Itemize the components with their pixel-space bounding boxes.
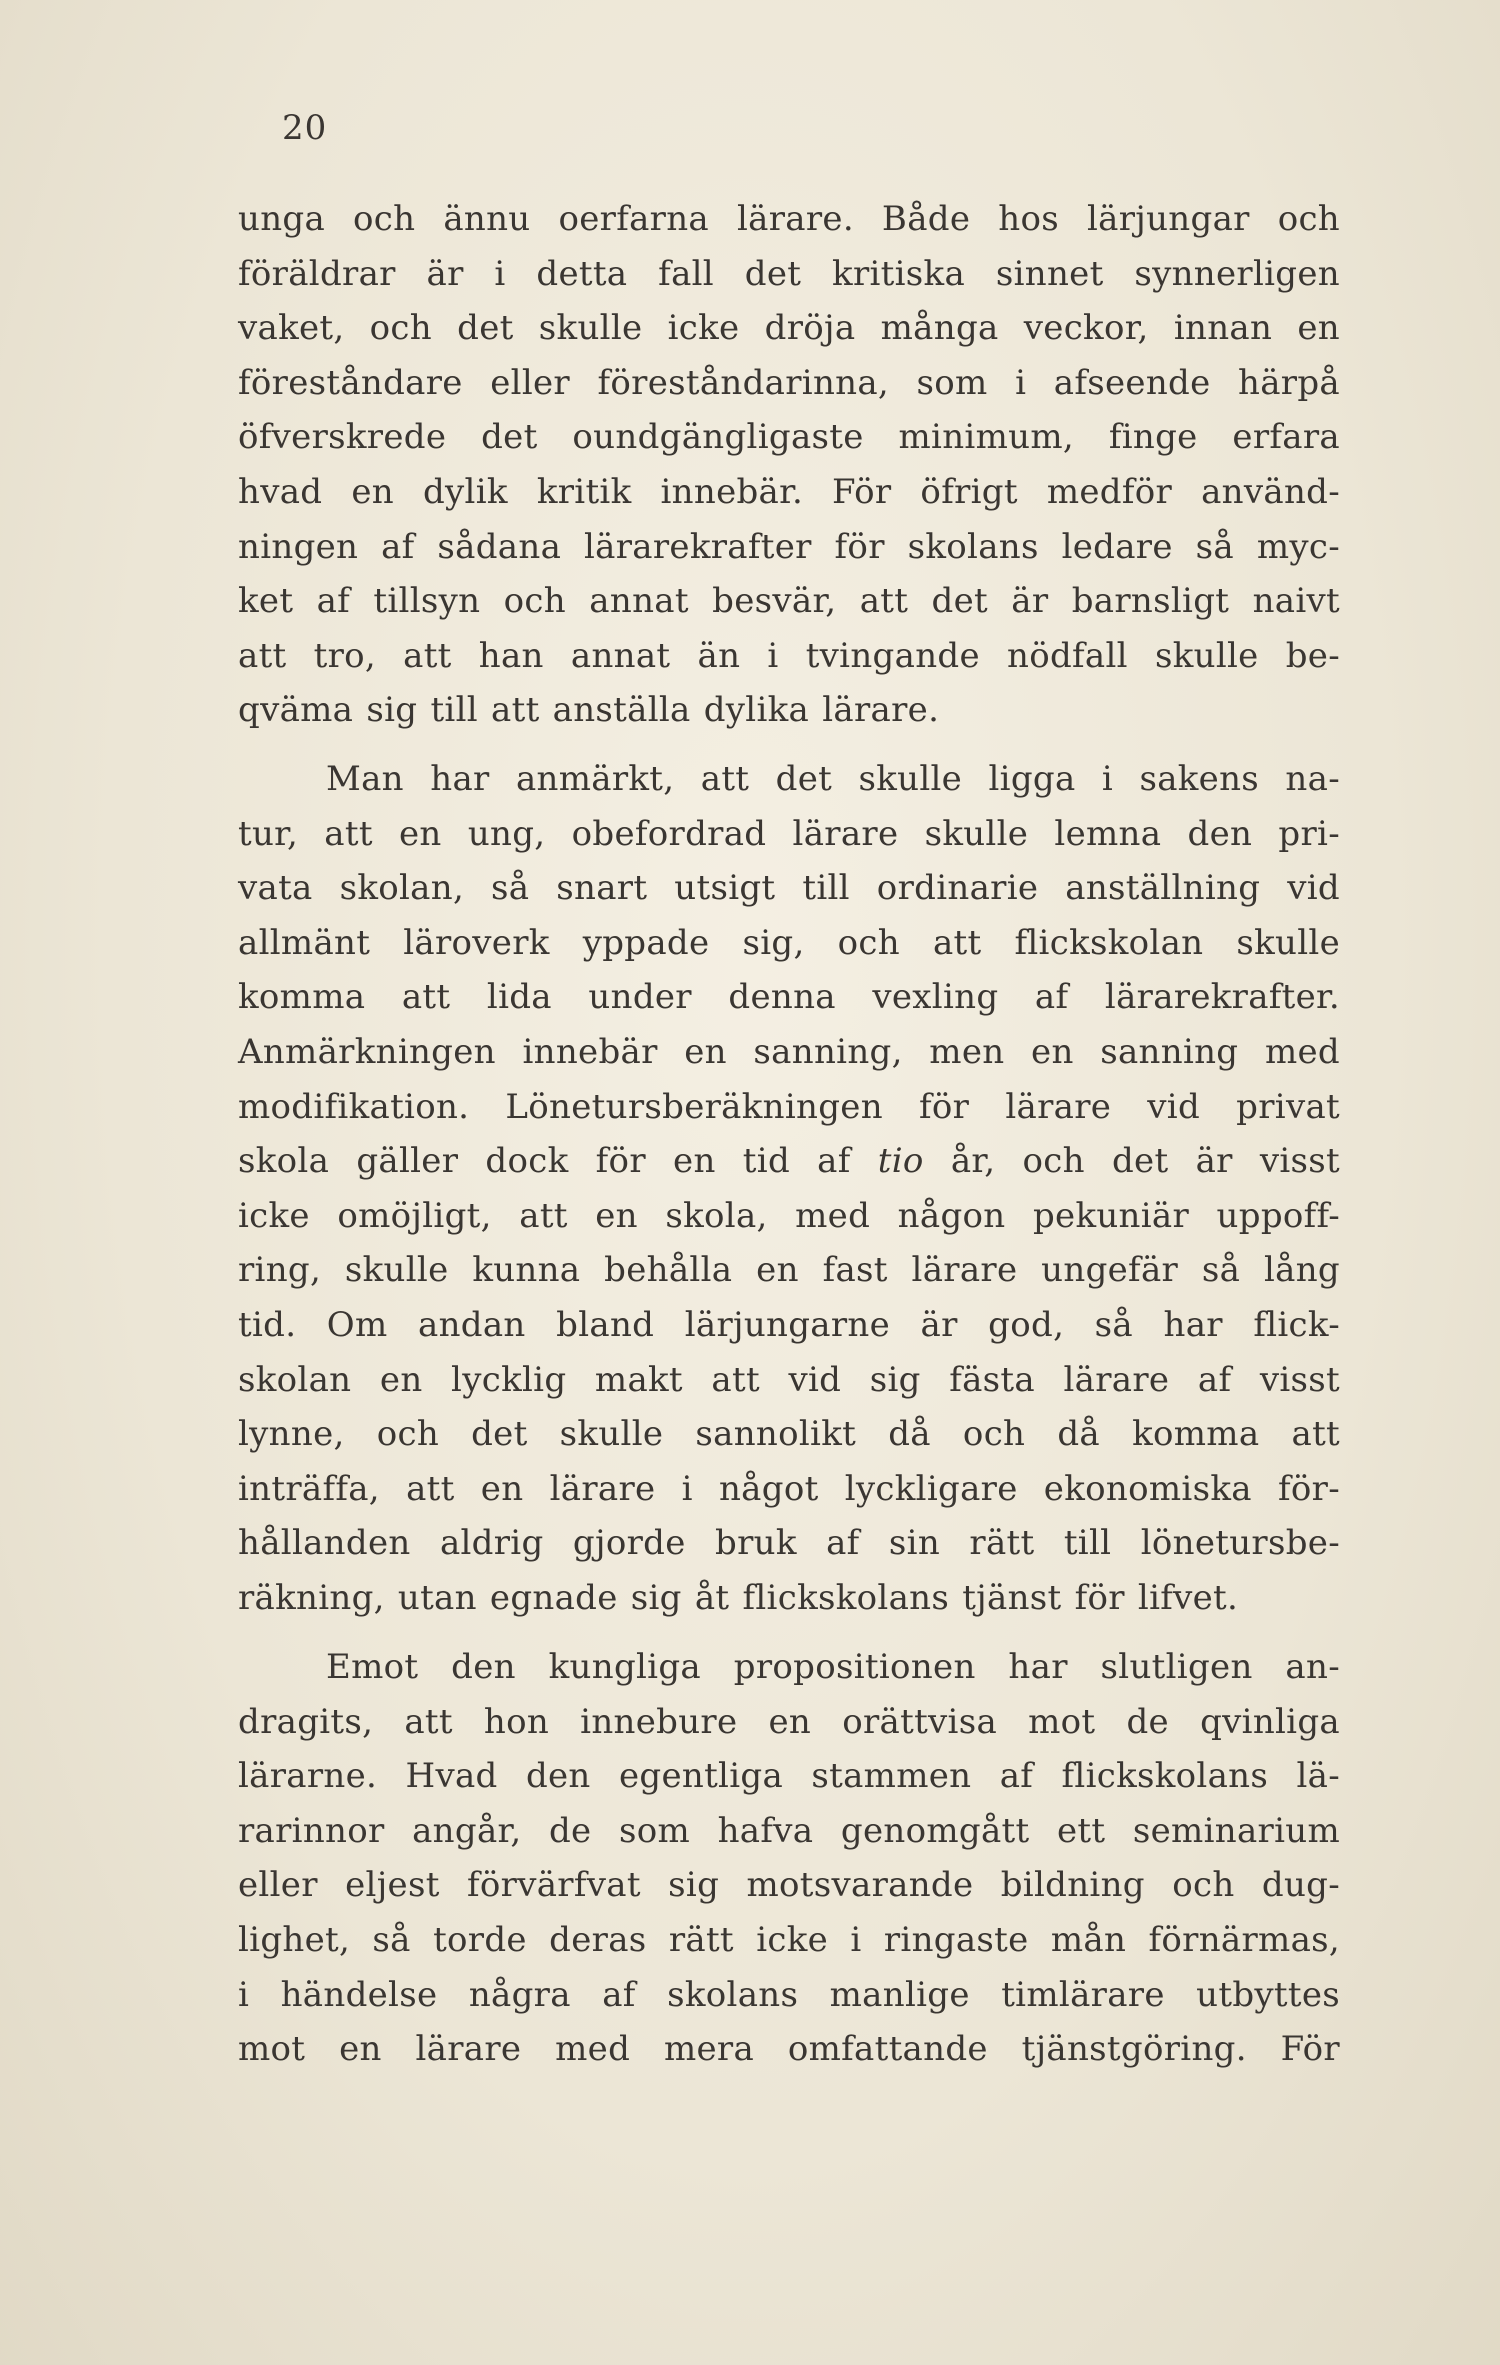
text-line: allmänt läroverk yppade sig, och att flickskolan skulle [238, 922, 1340, 963]
text-line: Emot den kungliga propositionen har slutligen an- [326, 1647, 1340, 1687]
text-line: mot en lärare med mera omfattande tjänstgöring. För [238, 2029, 1340, 2070]
text-segment: år, och det är visst [950, 1141, 1341, 1182]
text-line: eller eljest förvärfvat sig motsvarande bildning och dug- [238, 1865, 1340, 1906]
text-line: hvad en dylik kritik innebär. För öfrigt medför använd- [238, 471, 1340, 512]
text-line: komma att lida under denna vexling af lärarekrafter. [238, 977, 1340, 1018]
paragraph-1 [238, 192, 1340, 738]
text-line: icke omöjligt, att en skola, med någon pekuniär uppoff- [238, 1195, 1340, 1236]
text-line: lärarne. Hvad den egentliga stammen af flickskolans lä- [238, 1756, 1340, 1797]
text-line: unga och ännu oerfarna lärare. Både hos lärjungar och [238, 199, 1340, 239]
text-line: vaket, och det skulle icke dröja många veckor, innan en [238, 308, 1340, 349]
paragraph-2 [238, 752, 1340, 1626]
text-line: modifikation. Lönetursberäkningen för lärare vid privat [238, 1086, 1340, 1127]
italic-word: tio [877, 1141, 924, 1182]
text-line: i händelse några af skolans manlige timlärare utbyttes [238, 1974, 1340, 2015]
text-line: lighet, så torde deras rätt icke i ringaste mån förnärmas, [238, 1919, 1340, 1960]
text-line: ningen af sådana lärarekrafter för skolans ledare så myc- [238, 526, 1340, 567]
text-line: tur, att en ung, obefordrad lärare skulle lemna den pri- [238, 813, 1340, 854]
text-line: inträffa, att en lärare i något lyckligare ekonomiska för- [238, 1468, 1340, 1509]
text-line: Man har anmärkt, att det skulle ligga i sakens na- [326, 759, 1340, 799]
paragraph-3 [238, 1640, 1340, 2077]
text-line: öfverskrede det oundgängligaste minimum, finge erfara [238, 417, 1340, 458]
text-line: Anmärkningen innebär en sanning, men en sanning med [238, 1031, 1340, 1072]
text-line: vata skolan, så snart utsigt till ordinarie anställning vid [238, 868, 1340, 909]
text-line: skolan en lycklig makt att vid sig fästa lärare af visst [238, 1359, 1340, 1400]
text-line: föräldrar är i detta fall det kritiska sinnet synnerligen [238, 253, 1340, 294]
page-number: 20 [282, 108, 328, 148]
text-line: hållanden aldrig gjorde bruk af sin rätt till lönetursbe- [238, 1523, 1340, 1564]
text-line: rarinnor angår, de som hafva genomgått ett seminarium [238, 1810, 1340, 1851]
text-line: lynne, och det skulle sannolikt då och då komma att [238, 1414, 1340, 1455]
text-line: qväma sig till att anställa dylika lärare. [238, 690, 940, 731]
text-line: ket af tillsyn och annat besvär, att det är barnsligt naivt [238, 581, 1340, 622]
text-line: räkning, utan egnade sig åt flickskolans tjänst för lifvet. [238, 1577, 1239, 1618]
text-line-with-italic [238, 1134, 1340, 1189]
text-line: föreståndare eller föreståndarinna, som i afseende härpå [238, 362, 1340, 403]
text-line: att tro, att han annat än i tvingande nödfall skulle be- [238, 635, 1340, 676]
text-line: ring, skulle kunna behålla en fast lärare ungefär så lång [238, 1250, 1340, 1291]
text-line: tid. Om andan bland lärjungarne är god, så har flick- [238, 1304, 1340, 1345]
text-segment: skola gäller dock för en tid af [238, 1141, 851, 1182]
text-line: dragits, att hon innebure en orättvisa mot de qvinliga [238, 1701, 1340, 1742]
